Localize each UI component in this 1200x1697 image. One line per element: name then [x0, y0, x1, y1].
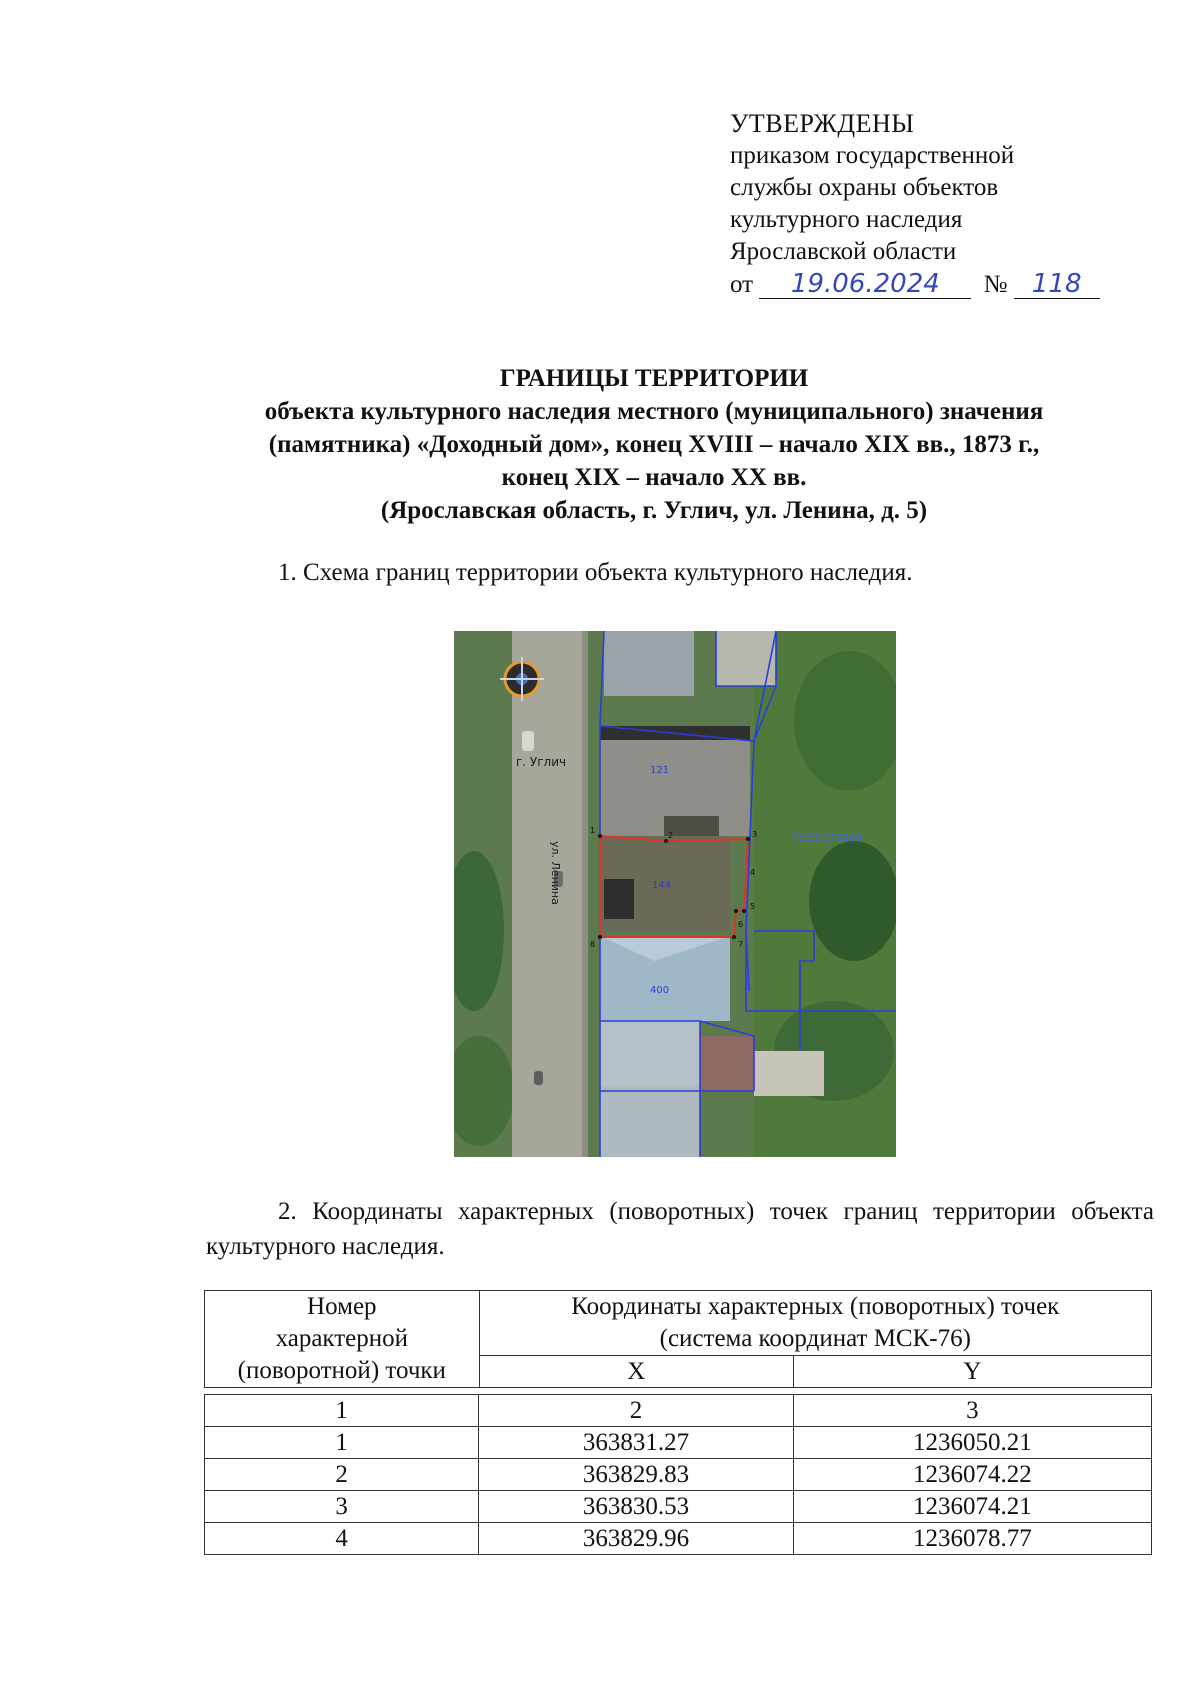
- header-line: Номер: [307, 1293, 377, 1320]
- coordinates-table-header: [204, 1290, 1152, 1388]
- heading-line: (Ярославская область, г. Углич, ул. Ленина, д. 5): [380, 497, 928, 524]
- coordinates-header: [479, 1291, 1151, 1356]
- boundary-map: [454, 631, 896, 1157]
- section-1-title: 1. Схема границ территории объекта культурного наследия.: [278, 559, 913, 586]
- section-2-title: 2. Координаты характерных (поворотных) точек границ территории объекта культурного наследия.: [206, 1198, 1154, 1260]
- point-number: 3: [205, 1491, 479, 1523]
- approval-date-line: [730, 268, 1150, 301]
- heading-line: конец XIX – начало XX вв.: [501, 464, 807, 491]
- table-cell: 1: [205, 1395, 479, 1427]
- approval-title: УТВЕРЖДЕНЫ: [730, 109, 915, 138]
- point-label: 6: [738, 920, 744, 929]
- x-value: 363830.53: [479, 1491, 793, 1523]
- table-row: [205, 1459, 1152, 1491]
- heading-line: (памятника) «Доходный дом», конец XVIII – начало XIX вв., 1873 г.,: [268, 431, 1040, 458]
- map-image: [454, 631, 896, 1157]
- approval-date: 19.06.2024: [759, 268, 971, 299]
- x-value: 363829.83: [479, 1459, 793, 1491]
- header-line: Координаты характерных (поворотных) точек: [571, 1293, 1060, 1320]
- point-label: 5: [750, 902, 756, 911]
- table-cell: 3: [793, 1395, 1151, 1427]
- column-numbering-row: [205, 1395, 1152, 1427]
- street-label: ул. Ленина: [549, 841, 562, 905]
- y-value: 1236050.21: [793, 1427, 1151, 1459]
- document-heading: [180, 362, 1128, 527]
- point-number: 1: [205, 1427, 479, 1459]
- approval-line: культурного наследия: [730, 206, 963, 233]
- table-cell: 2: [479, 1395, 793, 1427]
- heading-title: ГРАНИЦЫ ТЕРРИТОРИИ: [499, 365, 809, 392]
- point-label: 1: [590, 826, 596, 835]
- cadastral-label: 76:22:010108: [792, 833, 863, 844]
- point-number: 4: [205, 1523, 479, 1555]
- point-label: 2: [668, 831, 674, 840]
- point-label: 4: [750, 868, 756, 877]
- x-value: 363829.96: [479, 1523, 793, 1555]
- parcel-label: 400: [650, 985, 670, 996]
- coordinates-table: [204, 1394, 1152, 1555]
- y-value: 1236074.21: [793, 1491, 1151, 1523]
- table-row: [205, 1491, 1152, 1523]
- point-number-header: [205, 1291, 480, 1388]
- point-label: 8: [590, 940, 596, 949]
- x-value: 363831.27: [479, 1427, 793, 1459]
- date-prefix: от: [730, 271, 754, 298]
- parcel-label: 121: [650, 765, 670, 776]
- parcel-label: 144: [652, 880, 672, 891]
- y-header: Y: [793, 1356, 1151, 1388]
- header-line: характерной: [275, 1325, 409, 1352]
- x-header: X: [479, 1356, 793, 1388]
- number-prefix: №: [983, 271, 1008, 298]
- point-label: 7: [738, 940, 744, 949]
- header-line: (система координат МСК-76): [659, 1325, 971, 1352]
- approval-number: 118: [1014, 268, 1100, 299]
- table-row: [205, 1427, 1152, 1459]
- approval-line: службы охраны объектов: [730, 174, 999, 201]
- point-number: 2: [205, 1459, 479, 1491]
- approval-line: Ярославской области: [730, 238, 957, 265]
- approval-line: приказом государственной: [730, 142, 1015, 169]
- town-label: г. Углич: [516, 755, 567, 769]
- point-label: 3: [752, 830, 758, 839]
- heading-line: объекта культурного наследия местного (муниципального) значения: [264, 398, 1044, 425]
- y-value: 1236078.77: [793, 1523, 1151, 1555]
- approval-block: [730, 108, 1150, 301]
- header-line: (поворотной) точки: [237, 1357, 446, 1384]
- y-value: 1236074.22: [793, 1459, 1151, 1491]
- table-row: [205, 1523, 1152, 1555]
